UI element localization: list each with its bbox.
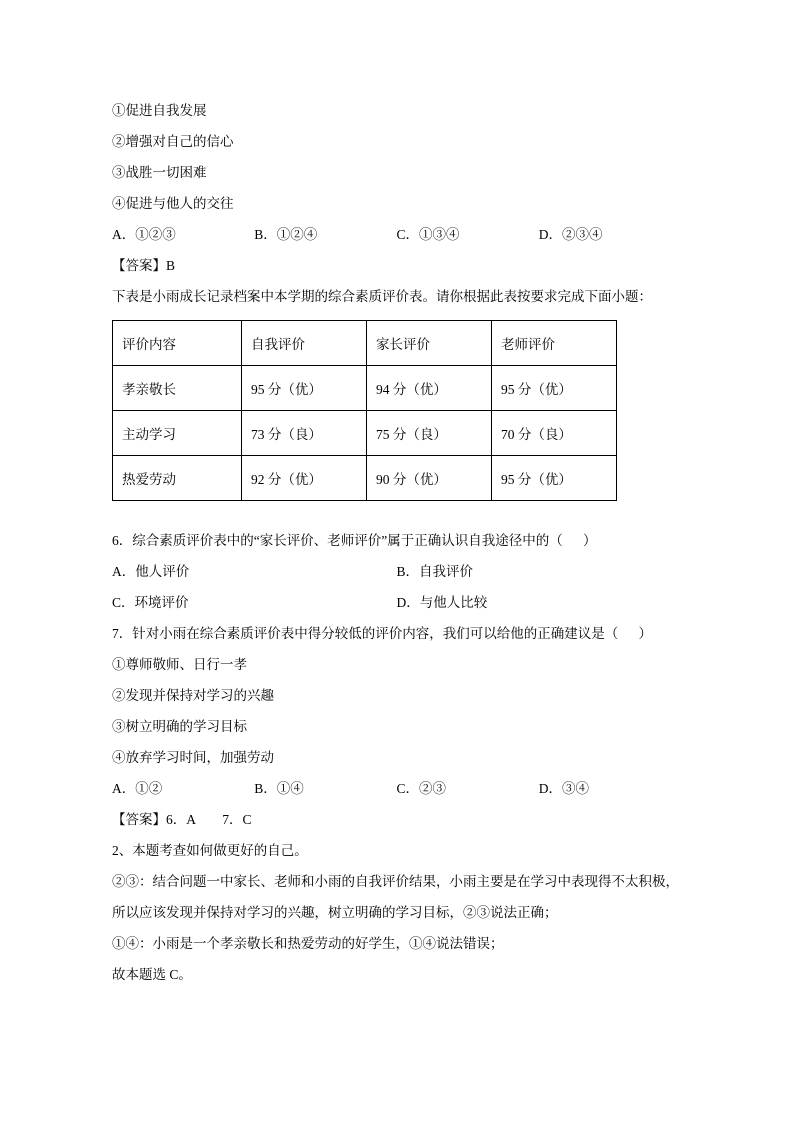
q5-options — [112, 219, 681, 250]
table-cell: 95 分（优） — [242, 366, 367, 411]
stem-item-2: ②增强对自己的信心 — [112, 134, 234, 149]
q5-option-d: D．②③④ — [538, 227, 603, 242]
table-row — [113, 456, 617, 501]
q5-option-a: A．①②③ — [112, 227, 176, 242]
q6-options-row-1 — [112, 556, 681, 587]
answer-6-7: 【答案】6．A 7．C — [112, 812, 252, 827]
table-cell: 热爱劳动 — [113, 456, 242, 501]
question-7: 7．针对小雨在综合素质评价表中得分较低的评价内容，我们可以给他的正确建议是（ ） — [112, 626, 652, 641]
table-cell: 主动学习 — [113, 411, 242, 456]
q7-option-c: C．②③ — [396, 781, 447, 796]
table-cell: 75 分（良） — [367, 411, 492, 456]
q6-option-b: B．自我评价 — [396, 564, 474, 579]
table-intro: 下表是小雨成长记录档案中本学期的综合素质评价表。请你根据此表按要求完成下面小题： — [112, 289, 652, 304]
q7-option-a: A．①② — [112, 781, 163, 796]
q6-option-d: D．与他人比较 — [396, 595, 488, 610]
q5-option-b: B．①②④ — [254, 227, 318, 242]
q7-item-4: ④放弃学习时间，加强劳动 — [112, 750, 274, 765]
q7-options — [112, 773, 681, 804]
q7-item-1: ①尊师敬师、日行一孝 — [112, 657, 247, 672]
q7-option-b: B．①④ — [254, 781, 304, 796]
q6-options-row-2 — [112, 587, 681, 618]
table-header-cell: 自我评价 — [242, 321, 367, 366]
table-cell: 90 分（优） — [367, 456, 492, 501]
table-cell: 孝亲敬长 — [113, 366, 242, 411]
stem-item-1: ①促进自我发展 — [112, 103, 207, 118]
table-header-cell: 老师评价 — [492, 321, 617, 366]
explanation-line-3: ①④：小雨是一个孝亲敬长和热爱劳动的好学生，①④说法错误； — [112, 936, 504, 951]
table-row — [113, 411, 617, 456]
table-cell: 95 分（优） — [492, 456, 617, 501]
q7-option-d: D．③④ — [538, 781, 589, 796]
table-cell: 94 分（优） — [367, 366, 492, 411]
table-cell: 70 分（良） — [492, 411, 617, 456]
q5-answer: 【答案】B — [112, 258, 176, 273]
spacer — [112, 511, 681, 525]
stem-item-4: ④促进与他人的交往 — [112, 196, 234, 211]
table-cell: 73 分（良） — [242, 411, 367, 456]
table-cell: 92 分（优） — [242, 456, 367, 501]
stem-item-3: ③战胜一切困难 — [112, 165, 207, 180]
q7-item-2: ②发现并保持对学习的兴趣 — [112, 688, 274, 703]
explanation-line-2: ②③：结合问题一中家长、老师和小雨的自我评价结果，小雨主要是在学习中表现得不太积极，所以应该发现并保持对学习的兴趣，树立明确的学习目标，②③说法正确； — [112, 874, 679, 920]
table-header-row — [113, 321, 617, 366]
explanation-line-1: 2、本题考查如何做更好的自己。 — [112, 843, 308, 858]
q7-item-3: ③树立明确的学习目标 — [112, 719, 247, 734]
table-row — [113, 366, 617, 411]
evaluation-table — [112, 320, 617, 501]
table-header-cell: 评价内容 — [113, 321, 242, 366]
table-cell: 95 分（优） — [492, 366, 617, 411]
q5-option-c: C．①③④ — [396, 227, 460, 242]
table-header-cell: 家长评价 — [367, 321, 492, 366]
q6-option-c: C．环境评价 — [112, 595, 189, 610]
q6-option-a: A．他人评价 — [112, 564, 190, 579]
explanation-line-4: 故本题选 C。 — [112, 967, 192, 982]
question-6: 6．综合素质评价表中的“家长评价、老师评价”属于正确认识自我途径中的（ ） — [112, 533, 597, 548]
